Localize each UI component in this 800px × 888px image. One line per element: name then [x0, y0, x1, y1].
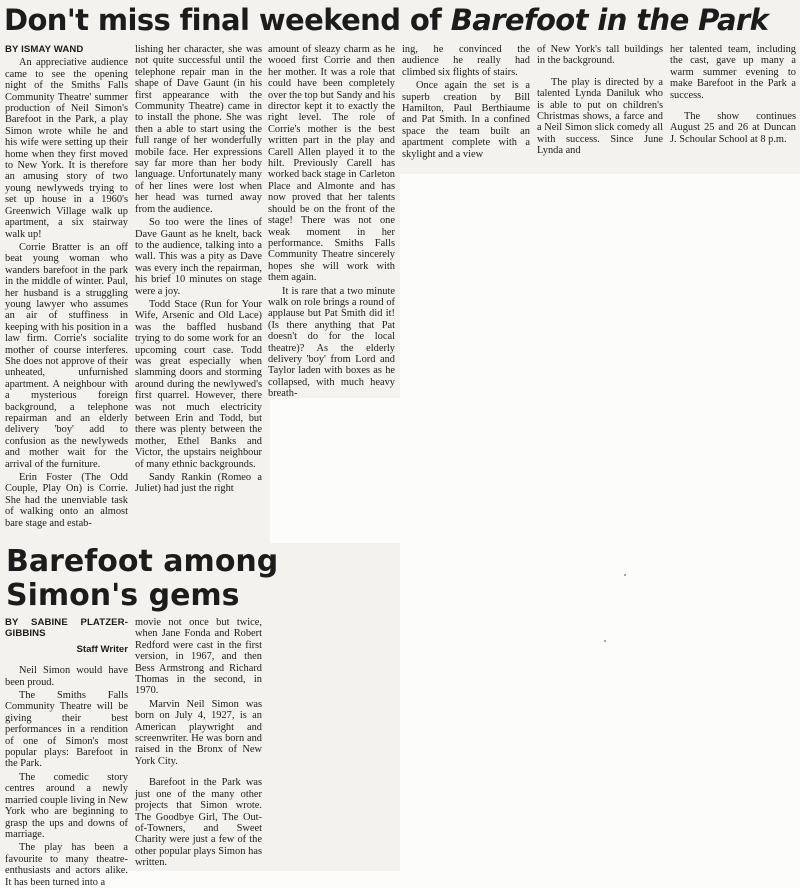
feature-byline: BY SABINE PLATZER-GIBBINS — [5, 617, 128, 640]
paragraph: amount of sleazy charm as he wooed first Corrie and then her mother. It was a role that could have been completely over the top but Sandy and his director kept it to exactly the right level. The role of Corrie's mother is the best written part in the play and Carell Allen played it to the hilt. Previously Carell has worked back stage in Carleton Place and Almonte and has now proved that her talents should be on the front of the stage! There was not one weak moment in her performance. Smiths Falls Community Theatre sincerely hopes she will work with them again. — [268, 44, 395, 284]
review-byline: BY ISMAY WAND — [5, 44, 84, 55]
review-column-4 — [402, 44, 530, 160]
feature-headline-line: Barefoot among — [6, 544, 279, 579]
paragraph: The show continues August 25 and 26 at Duncan J. Schoular School at 8 p.m. — [670, 111, 796, 145]
paragraph: An appreciative audience came to see the opening night of the Smiths Falls Community Theatre' summer production of Neil Simon's Barefoot in the Park, a play Simon wrote while he and his wife were setting up their home when they first moved to New York. It is therefore an amusing story of two young newlyweds trying to set up house in a 1960's Greenwich Village walk up apartment, a six stairway walk up! — [5, 57, 128, 240]
paragraph: The comedic story centres around a newly married couple living in New York who are beginning to grasp the ups and downs of marriage. — [5, 771, 128, 840]
headline-play-title: Barefoot in the Park — [450, 3, 769, 37]
paragraph: of New York's tall buildings in the background. — [537, 44, 663, 67]
paragraph: Barefoot in the Park was just one of the many other projects that Simon wrote. The Goodbye Girl, The Out-of-Towners, and Sweet Charity were just a few of the other popular plays Simon has written. — [135, 777, 262, 869]
review-column-1 — [5, 44, 128, 529]
review-headline — [4, 2, 796, 38]
paragraph: The Smiths Falls Community Theatre will be giving their best performances in a rendition of one of Simon's most popular plays: Barefoot in the Park. — [5, 690, 128, 770]
paragraph: movie not once but twice, when Jane Fonda and Robert Redford were cast in the first version, in 1967, and then Bess Armstrong and Richard Thomas in the second, in 1970. — [135, 617, 262, 697]
paragraph: The play is directed by a talented Lynda Daniluk who is able to put on children's Christmas shows, a farce and a Neil Simon slick comedy all with success. Since June Lynda and — [537, 76, 663, 157]
headline-part: Don't miss final weekend of — [4, 3, 451, 37]
feature-headline-line: Simon's gems — [6, 578, 240, 613]
paper-speck — [604, 640, 606, 642]
paragraph: Sandy Rankin (Romeo a Juliet) had just the right — [135, 472, 262, 495]
review-column-6 — [670, 44, 796, 145]
paragraph: So too were the lines of Dave Gaunt as he knelt, back to the audience, talking into a wall. This was a pity as Dave was every inch the repairman, his brief 10 minutes on stage were a joy. — [135, 217, 262, 297]
paragraph: The play has been a favourite to many theatre-enthusiasts and actors alike. It has been turned into a — [5, 842, 128, 888]
cutout-area — [270, 398, 800, 543]
review-column-3 — [268, 44, 395, 400]
paragraph: Neil Simon would have been proud. — [5, 665, 128, 688]
paragraph: Marvin Neil Simon was born on July 4, 1927, is an American playwright and screenwriter. He was born and raised in the Bronx of New York City. — [135, 698, 262, 767]
paragraph: Once again the set is a superb creation by Bill Hamilton, Paul Berthiaume and Pat Smith. In a confined space the team built an apartment complete with a skylight and a view — [402, 80, 530, 160]
review-column-2 — [135, 44, 262, 495]
paragraph: Erin Foster (The Odd Couple, Play On) is Corrie. She had the unenviable task of walking onto an almost bare stage and estab- — [5, 472, 128, 529]
cutout-area — [400, 174, 800, 398]
paragraph: her talented team, including the cast, gave up many a warm summer evening to make Barefoot in the Park a success. — [670, 44, 796, 101]
feature-column-1 — [5, 617, 128, 888]
paragraph: ing, he convinced the audience he really had climbed six flights of stairs. — [402, 44, 530, 78]
paragraph: lishing her character, she was not quite successful until the telephone repair man in the shape of Dave Gaunt (in his first appearance with the Community Theatre) came in to install the phone. She was then a able to start using the full range of her wonderfully mobile face. Her expressions say far more than her body language. Unfortunately many of her lines were lost when her head was turned away from the audience. — [135, 44, 262, 215]
review-column-5 — [537, 44, 663, 157]
paragraph: Corrie Bratter is an off beat young woman who wanders barefoot in the park in the middle of winter. Paul, her husband is a struggling young lawyer who assumes an air of stuffiness in keeping with his position in a law firm. Corrie's socialite mother of course interferes. She does not approve of their unheated, unfurnished apartment. A neighbour with a mysterious foreign background, a telephone repairman and an elderly delivery 'boy' add to confusion as the newlyweds and mother wait for the arrival of the furniture. — [5, 241, 128, 470]
paragraph: It is rare that a two minute walk on role brings a round of applause but Pat Smith did it! (Is there anything that Pat doesn't do for the local theatre)? As the elderly delivery 'boy' from Lord and Taylor laden with boxes as he collapsed, with much heavy breath- — [268, 285, 395, 400]
feature-column-2 — [135, 617, 262, 869]
feature-headline — [6, 545, 306, 613]
paragraph: Todd Stace (Run for Your Wife, Arsenic and Old Lace) was the baffled husband trying to do some work for an upcoming court case. Todd was great especially when slamming doors and storming around during the newlywed's first quarrel. However, there was not much electricity between Erin and Todd, but there was plenty between the mother, Ethel Banks and Victor, the upstairs neighbour of many ethnic backgrounds. — [135, 298, 262, 470]
feature-staff-writer: Staff Writer — [76, 643, 128, 655]
paper-speck — [624, 574, 626, 576]
